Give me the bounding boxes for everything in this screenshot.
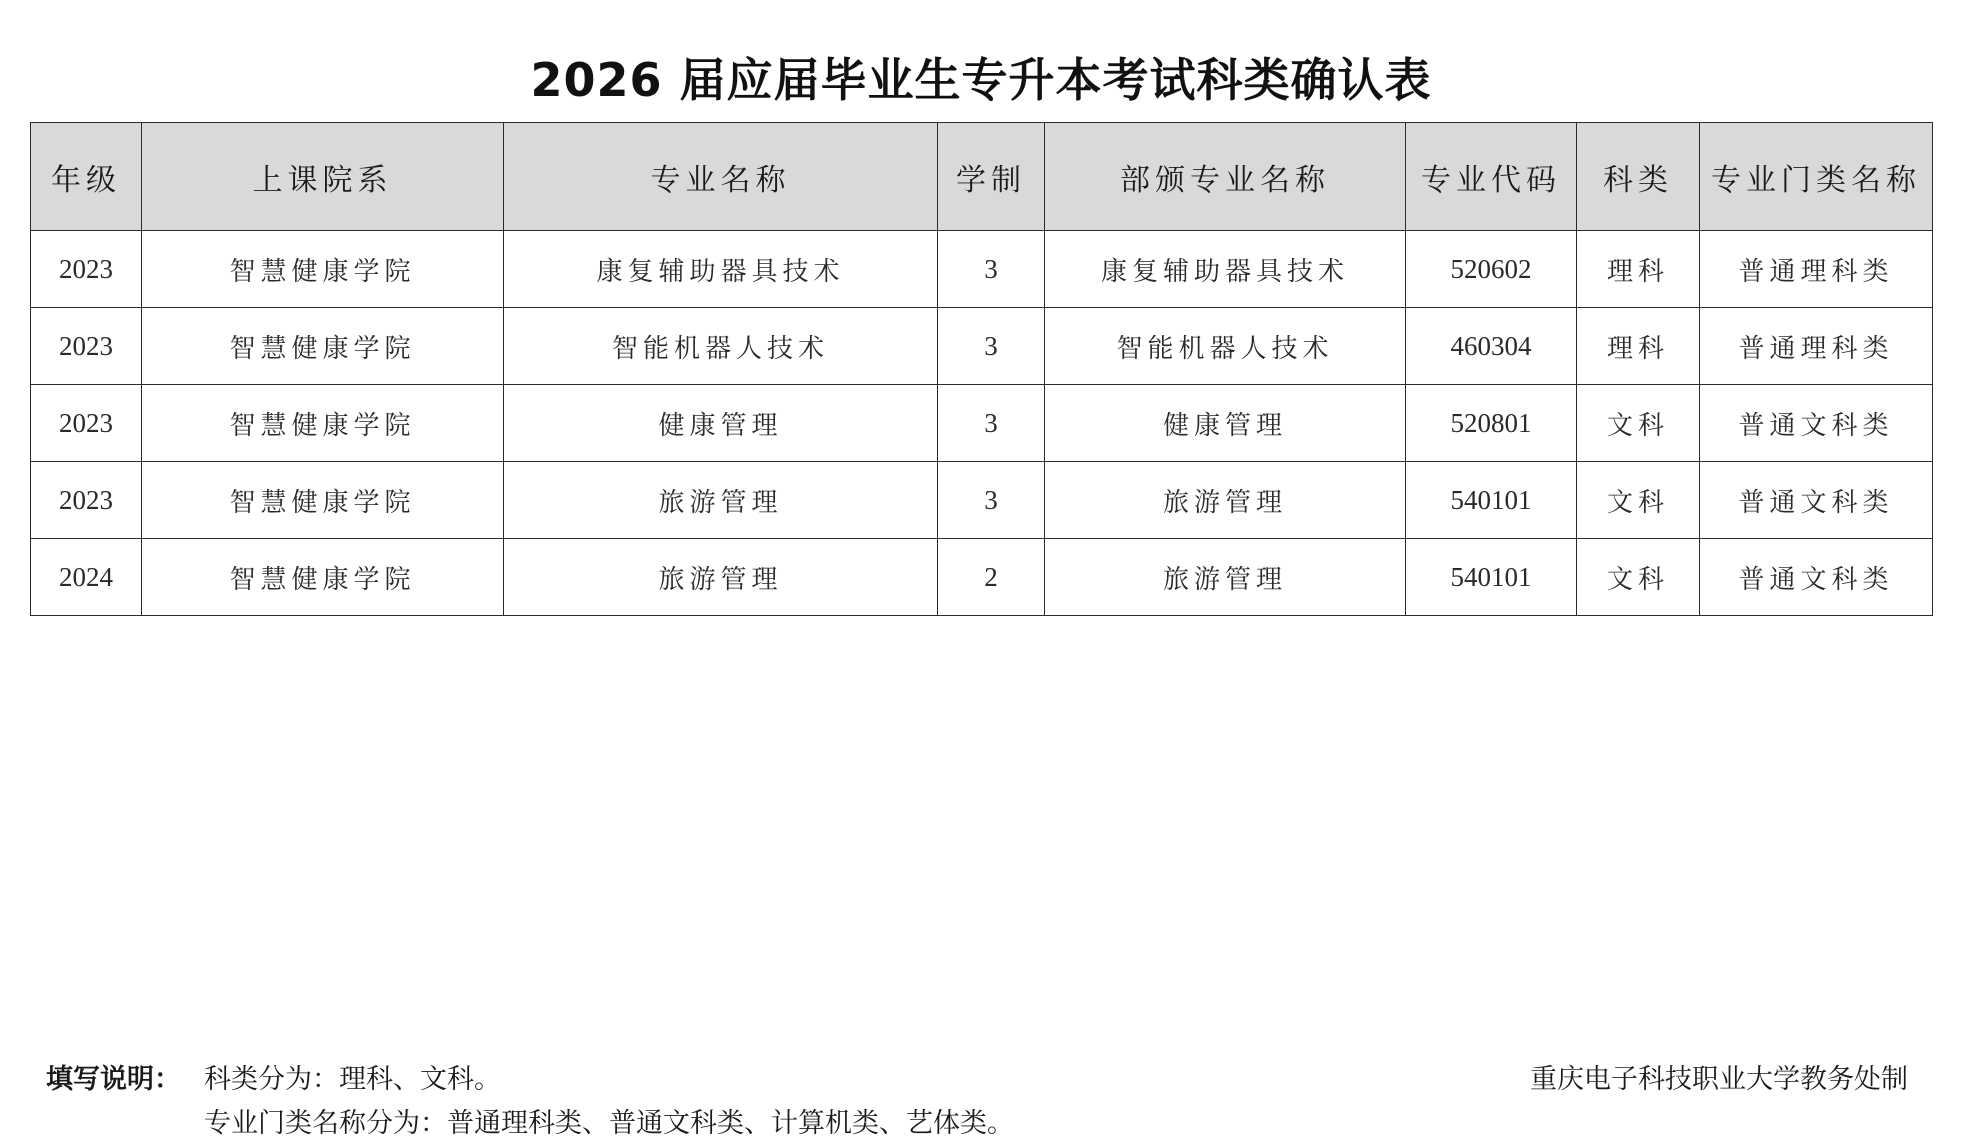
cell-department: 智慧健康学院 [142, 385, 504, 462]
cell-duration: 3 [938, 385, 1045, 462]
cell-major-name: 健康管理 [504, 385, 938, 462]
table-row [31, 308, 1933, 385]
cell-subject-type: 文科 [1577, 539, 1700, 616]
instructions-line-1 [46, 1058, 1014, 1102]
cell-duration: 3 [938, 308, 1045, 385]
cell-major-code: 520602 [1406, 231, 1577, 308]
cell-duration: 2 [938, 539, 1045, 616]
cell-department: 智慧健康学院 [142, 231, 504, 308]
instructions-subject-types: 科类分为：理科、文科。 [204, 1064, 501, 1095]
cell-official-major-name: 旅游管理 [1045, 539, 1406, 616]
cell-major-name: 智能机器人技术 [504, 308, 938, 385]
cell-major-code: 460304 [1406, 308, 1577, 385]
filling-instructions [46, 1058, 1014, 1146]
cell-subject-type: 理科 [1577, 308, 1700, 385]
page-title: 2026 届应届毕业生专升本考试科类确认表 [530, 53, 1432, 107]
cell-official-major-name: 健康管理 [1045, 385, 1406, 462]
cell-official-major-name: 智能机器人技术 [1045, 308, 1406, 385]
header-row [31, 123, 1933, 231]
cell-department: 智慧健康学院 [142, 539, 504, 616]
instructions-categories: 专业门类名称分为：普通理科类、普通文科类、计算机类、艺体类。 [204, 1108, 1014, 1139]
confirmation-table [30, 122, 1933, 616]
header-duration: 学制 [938, 123, 1045, 231]
table-row [31, 385, 1933, 462]
cell-subject-type: 理科 [1577, 231, 1700, 308]
cell-grade: 2024 [31, 539, 142, 616]
header-official-major-name: 部颁专业名称 [1045, 123, 1406, 231]
header-grade: 年级 [31, 123, 142, 231]
cell-subject-type: 文科 [1577, 385, 1700, 462]
header-major-code: 专业代码 [1406, 123, 1577, 231]
instructions-label: 填写说明： [46, 1064, 181, 1095]
cell-official-major-name: 旅游管理 [1045, 462, 1406, 539]
header-major-name: 专业名称 [504, 123, 938, 231]
cell-category-name: 普通理科类 [1700, 231, 1933, 308]
cell-major-name: 旅游管理 [504, 462, 938, 539]
cell-major-code: 540101 [1406, 462, 1577, 539]
header-subject-type: 科类 [1577, 123, 1700, 231]
cell-official-major-name: 康复辅助器具技术 [1045, 231, 1406, 308]
cell-category-name: 普通文科类 [1700, 539, 1933, 616]
cell-grade: 2023 [31, 385, 142, 462]
cell-grade: 2023 [31, 231, 142, 308]
cell-department: 智慧健康学院 [142, 462, 504, 539]
cell-duration: 3 [938, 462, 1045, 539]
header-category-name: 专业门类名称 [1700, 123, 1933, 231]
cell-category-name: 普通文科类 [1700, 385, 1933, 462]
cell-grade: 2023 [31, 462, 142, 539]
cell-duration: 3 [938, 231, 1045, 308]
cell-department: 智慧健康学院 [142, 308, 504, 385]
cell-grade: 2023 [31, 308, 142, 385]
table-row [31, 539, 1933, 616]
cell-category-name: 普通理科类 [1700, 308, 1933, 385]
cell-category-name: 普通文科类 [1700, 462, 1933, 539]
cell-major-code: 540101 [1406, 539, 1577, 616]
header-department: 上课院系 [142, 123, 504, 231]
cell-subject-type: 文科 [1577, 462, 1700, 539]
cell-major-code: 520801 [1406, 385, 1577, 462]
issuer-note: 重庆电子科技职业大学教务处制 [1530, 1064, 1908, 1095]
cell-major-name: 旅游管理 [504, 539, 938, 616]
table-row [31, 231, 1933, 308]
table-row [31, 462, 1933, 539]
cell-major-name: 康复辅助器具技术 [504, 231, 938, 308]
